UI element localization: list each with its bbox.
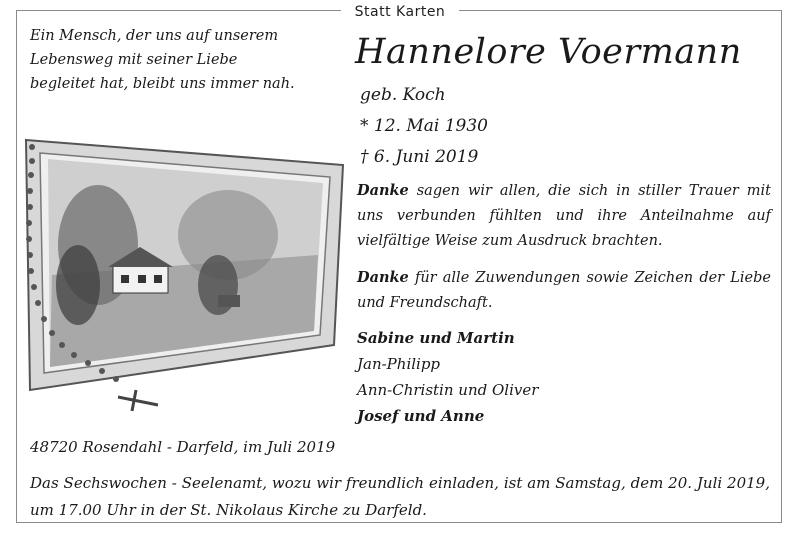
thanks-paragraph-1 — [357, 178, 771, 254]
signer: Ann-Christin und Oliver — [357, 381, 539, 399]
place-and-date: 48720 Rosendahl - Darfeld, im Juli 2019 — [30, 438, 336, 456]
thanks-text: für alle Zuwendungen sowie Zeichen der Liebe und Freundschaft. — [357, 270, 771, 311]
verse-line: begleitet hat, bleibt uns immer nah. — [30, 76, 295, 92]
signer: Sabine und Martin — [357, 329, 515, 347]
verse-line: Ein Mensch, der uns auf unserem — [30, 28, 279, 44]
deceased-name: Hannelore Voermann — [355, 32, 742, 72]
verse-line: Lebensweg mit seiner Liebe — [30, 52, 238, 68]
memorial-verse — [30, 24, 330, 96]
thanks-paragraph-2 — [357, 265, 771, 316]
thanks-lead: Danke — [357, 182, 409, 199]
signer: Jan-Philipp — [357, 355, 441, 373]
closing-announcement: Das Sechswochen - Seelenamt, wozu wir freundlich einladen, ist am Samstag, dem 20. Juli 2019, um 17.00 Uhr in der St. Nikolaus Kirche zu Darfeld. — [30, 474, 770, 519]
thanks-lead: Danke — [357, 269, 409, 286]
card-header — [0, 1, 800, 20]
thanks-text: sagen wir allen, die sich in stiller Trauer mit uns verbunden fühlten und ihre Anteilnahme auf vielfältige Weise zum Ausdruck brachten. — [357, 183, 771, 249]
framed-photo-with-rosary — [18, 135, 348, 415]
signers-list — [357, 325, 538, 429]
maiden-name: geb. Koch — [360, 85, 446, 105]
signer: Josef und Anne — [357, 407, 485, 425]
deceased-info — [360, 80, 488, 173]
death-date: † 6. Juni 2019 — [360, 147, 479, 167]
birth-date: * 12. Mai 1930 — [360, 116, 488, 136]
header-label: Statt Karten — [341, 4, 460, 20]
